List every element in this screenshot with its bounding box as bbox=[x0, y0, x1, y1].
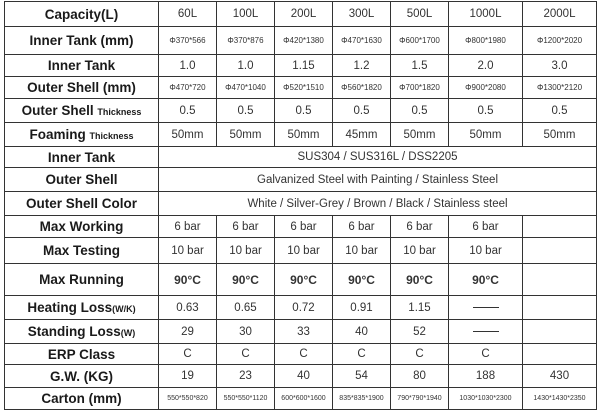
carton-cell: 1030*1030*2300 bbox=[449, 388, 523, 410]
row-erp-class bbox=[5, 344, 597, 365]
carton-cell: 835*835*1900 bbox=[333, 388, 391, 410]
outer-shell-material-label: Outer Shell bbox=[5, 168, 159, 192]
inner-tank-material-label: Inner Tank bbox=[5, 147, 159, 168]
inner-tank-thickness-cell: 1.0 bbox=[217, 55, 275, 77]
foaming-thickness-cell: 50mm bbox=[159, 123, 217, 147]
max-running-cell: 90°C bbox=[217, 264, 275, 296]
heating-loss-label-main: Heating Loss bbox=[27, 300, 113, 315]
max-testing-cell: 10 bar bbox=[275, 238, 333, 264]
inner-tank-mm-label: Inner Tank (mm) bbox=[5, 27, 159, 55]
max-testing-cell: 10 bar bbox=[333, 238, 391, 264]
erp-class-cell: C bbox=[333, 344, 391, 365]
gross-weight-cell: 188 bbox=[449, 365, 523, 388]
gross-weight-cell: 23 bbox=[217, 365, 275, 388]
outer-shell-mm-cell: Φ700*1820 bbox=[391, 77, 449, 99]
row-max-working bbox=[5, 216, 597, 238]
outer-shell-thickness-label-main: Outer Shell bbox=[21, 103, 94, 118]
max-running-cell: 90°C bbox=[391, 264, 449, 296]
max-running-cell: 90°C bbox=[333, 264, 391, 296]
max-running-cell: 90°C bbox=[159, 264, 217, 296]
erp-class-cell: C bbox=[275, 344, 333, 365]
max-running-cell bbox=[523, 264, 597, 296]
outer-shell-mm-label: Outer Shell (mm) bbox=[5, 77, 159, 99]
gross-weight-cell: 40 bbox=[275, 365, 333, 388]
foaming-thickness-cell: 50mm bbox=[275, 123, 333, 147]
standing-loss-cell: 33 bbox=[275, 320, 333, 344]
carton-cell: 790*790*1940 bbox=[391, 388, 449, 410]
spec-table bbox=[4, 1, 597, 410]
inner-tank-mm-cell: Φ800*1980 bbox=[449, 27, 523, 55]
standing-loss-label-main: Standing Loss bbox=[27, 324, 121, 339]
outer-shell-mm-cell: Φ470*1040 bbox=[217, 77, 275, 99]
inner-tank-thickness-cell: 1.2 bbox=[333, 55, 391, 77]
outer-shell-thickness-cell: 0.5 bbox=[217, 99, 275, 123]
heating-loss-cell: 1.15 bbox=[391, 296, 449, 320]
outer-shell-material-value: Galvanized Steel with Painting / Stainless Steel bbox=[159, 168, 597, 192]
not-applicable-dash bbox=[473, 331, 499, 332]
outer-shell-mm-cell: Φ470*720 bbox=[159, 77, 217, 99]
row-carton bbox=[5, 388, 597, 410]
heating-loss-cell: 0.72 bbox=[275, 296, 333, 320]
inner-tank-mm-cell: Φ1200*2020 bbox=[523, 27, 597, 55]
row-outer-shell-material bbox=[5, 168, 597, 192]
row-inner-tank-thickness bbox=[5, 55, 597, 77]
inner-tank-mm-cell: Φ470*1630 bbox=[333, 27, 391, 55]
carton-cell: 550*550*1120 bbox=[217, 388, 275, 410]
outer-shell-mm-cell: Φ900*2080 bbox=[449, 77, 523, 99]
inner-tank-thickness-cell: 3.0 bbox=[523, 55, 597, 77]
foaming-thickness-cell: 45mm bbox=[333, 123, 391, 147]
carton-cell: 550*550*820 bbox=[159, 388, 217, 410]
capacity-cell: 2000L bbox=[523, 2, 597, 27]
heating-loss-label-small: (W/K) bbox=[112, 304, 136, 314]
max-working-cell: 6 bar bbox=[449, 216, 523, 238]
carton-label: Carton (mm) bbox=[5, 388, 159, 410]
standing-loss-label bbox=[5, 320, 159, 344]
max-testing-cell: 10 bar bbox=[159, 238, 217, 264]
heating-loss-cell: 0.65 bbox=[217, 296, 275, 320]
capacity-label: Capacity(L) bbox=[5, 2, 159, 27]
row-outer-shell-thickness bbox=[5, 99, 597, 123]
capacity-cell: 300L bbox=[333, 2, 391, 27]
max-working-cell: 6 bar bbox=[391, 216, 449, 238]
standing-loss-cell bbox=[449, 320, 523, 344]
row-capacity bbox=[5, 2, 597, 27]
standing-loss-label-small: (W) bbox=[120, 328, 136, 338]
capacity-cell: 200L bbox=[275, 2, 333, 27]
outer-shell-thickness-label-small: Thickness bbox=[97, 107, 142, 117]
capacity-cell: 100L bbox=[217, 2, 275, 27]
standing-loss-cell: 29 bbox=[159, 320, 217, 344]
max-working-cell bbox=[523, 216, 597, 238]
erp-class-label: ERP Class bbox=[5, 344, 159, 365]
inner-tank-material-value: SUS304 / SUS316L / DSS2205 bbox=[159, 147, 597, 168]
gross-weight-cell: 430 bbox=[523, 365, 597, 388]
row-gross-weight bbox=[5, 365, 597, 388]
foaming-thickness-label-small: Thickness bbox=[89, 131, 134, 141]
foaming-thickness-label bbox=[5, 123, 159, 147]
capacity-cell: 500L bbox=[391, 2, 449, 27]
row-outer-shell-color bbox=[5, 192, 597, 216]
erp-class-cell: C bbox=[217, 344, 275, 365]
max-testing-cell: 10 bar bbox=[449, 238, 523, 264]
outer-shell-thickness-cell: 0.5 bbox=[449, 99, 523, 123]
row-outer-shell-mm bbox=[5, 77, 597, 99]
inner-tank-mm-cell: Φ370*876 bbox=[217, 27, 275, 55]
outer-shell-thickness-cell: 0.5 bbox=[333, 99, 391, 123]
heating-loss-cell: 0.91 bbox=[333, 296, 391, 320]
row-inner-tank-material bbox=[5, 147, 597, 168]
inner-tank-thickness-cell: 1.0 bbox=[159, 55, 217, 77]
standing-loss-cell: 52 bbox=[391, 320, 449, 344]
outer-shell-thickness-label bbox=[5, 99, 159, 123]
inner-tank-thickness-label: Inner Tank bbox=[5, 55, 159, 77]
max-working-label: Max Working bbox=[5, 216, 159, 238]
gross-weight-cell: 19 bbox=[159, 365, 217, 388]
carton-cell: 600*600*1600 bbox=[275, 388, 333, 410]
max-testing-label: Max Testing bbox=[5, 238, 159, 264]
inner-tank-thickness-cell: 1.15 bbox=[275, 55, 333, 77]
capacity-cell: 60L bbox=[159, 2, 217, 27]
max-testing-cell bbox=[523, 238, 597, 264]
row-max-running bbox=[5, 264, 597, 296]
inner-tank-thickness-cell: 1.5 bbox=[391, 55, 449, 77]
inner-tank-thickness-cell: 2.0 bbox=[449, 55, 523, 77]
heating-loss-cell: 0.63 bbox=[159, 296, 217, 320]
standing-loss-cell: 30 bbox=[217, 320, 275, 344]
standing-loss-cell bbox=[523, 320, 597, 344]
row-inner-tank-mm bbox=[5, 27, 597, 55]
heating-loss-cell bbox=[449, 296, 523, 320]
capacity-cell: 1000L bbox=[449, 2, 523, 27]
outer-shell-thickness-cell: 0.5 bbox=[275, 99, 333, 123]
foaming-thickness-label-main: Foaming bbox=[29, 127, 86, 142]
outer-shell-color-value: White / Silver-Grey / Brown / Black / Stainless steel bbox=[159, 192, 597, 216]
foaming-thickness-cell: 50mm bbox=[391, 123, 449, 147]
row-max-testing bbox=[5, 238, 597, 264]
max-running-label: Max Running bbox=[5, 264, 159, 296]
outer-shell-mm-cell: Φ520*1510 bbox=[275, 77, 333, 99]
heating-loss-label bbox=[5, 296, 159, 320]
max-working-cell: 6 bar bbox=[333, 216, 391, 238]
max-running-cell: 90°C bbox=[449, 264, 523, 296]
outer-shell-thickness-cell: 0.5 bbox=[523, 99, 597, 123]
erp-class-cell bbox=[523, 344, 597, 365]
outer-shell-mm-cell: Φ1300*2120 bbox=[523, 77, 597, 99]
row-standing-loss bbox=[5, 320, 597, 344]
gross-weight-cell: 54 bbox=[333, 365, 391, 388]
erp-class-cell: C bbox=[391, 344, 449, 365]
row-heating-loss bbox=[5, 296, 597, 320]
max-running-cell: 90°C bbox=[275, 264, 333, 296]
heating-loss-cell bbox=[523, 296, 597, 320]
inner-tank-mm-cell: Φ600*1700 bbox=[391, 27, 449, 55]
erp-class-cell: C bbox=[159, 344, 217, 365]
gross-weight-cell: 80 bbox=[391, 365, 449, 388]
not-applicable-dash bbox=[473, 307, 499, 308]
foaming-thickness-cell: 50mm bbox=[217, 123, 275, 147]
max-testing-cell: 10 bar bbox=[391, 238, 449, 264]
inner-tank-mm-cell: Φ370*566 bbox=[159, 27, 217, 55]
outer-shell-color-label: Outer Shell Color bbox=[5, 192, 159, 216]
outer-shell-mm-cell: Φ560*1820 bbox=[333, 77, 391, 99]
max-working-cell: 6 bar bbox=[275, 216, 333, 238]
foaming-thickness-cell: 50mm bbox=[523, 123, 597, 147]
inner-tank-mm-cell: Φ420*1380 bbox=[275, 27, 333, 55]
max-testing-cell: 10 bar bbox=[217, 238, 275, 264]
gross-weight-label: G.W. (KG) bbox=[5, 365, 159, 388]
max-working-cell: 6 bar bbox=[217, 216, 275, 238]
erp-class-cell: C bbox=[449, 344, 523, 365]
outer-shell-thickness-cell: 0.5 bbox=[159, 99, 217, 123]
standing-loss-cell: 40 bbox=[333, 320, 391, 344]
row-foaming-thickness bbox=[5, 123, 597, 147]
outer-shell-thickness-cell: 0.5 bbox=[391, 99, 449, 123]
foaming-thickness-cell: 50mm bbox=[449, 123, 523, 147]
max-working-cell: 6 bar bbox=[159, 216, 217, 238]
carton-cell: 1430*1430*2350 bbox=[523, 388, 597, 410]
